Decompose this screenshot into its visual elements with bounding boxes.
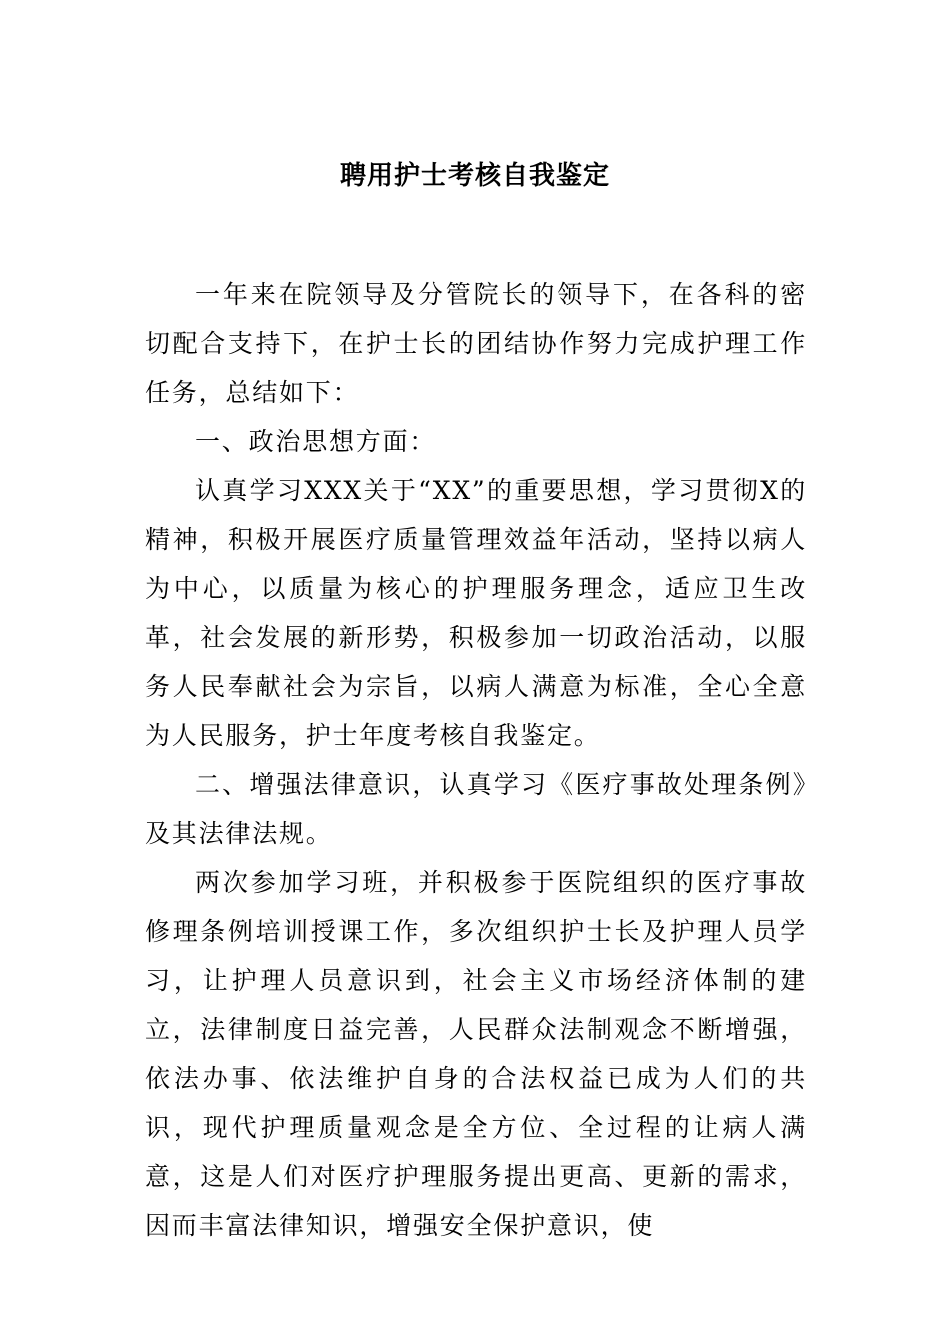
section-heading-legal: 二、增强法律意识，认真学习《医疗事故处理条例》及其法律法规。 (145, 770, 807, 848)
paragraph-legal: 两次参加学习班，并积极参于医院组织的医疗事故修理条例培训授课工作，多次组织护士长及护理人员学习，让护理人员意识到，社会主义市场经济体制的建立，法律制度日益完善，人民群众法制观念不断增强，依法办事、依法维护自身的合法权益已成为人们的共识，现代护理质量观念是全方位、全过程的让病人满意，这是人们对医疗护理服务提出更高、更新的需求，因而丰富法律知识，增强安全保护意识，使 (145, 868, 807, 1240)
document-title: 聘用护士考核自我鉴定 (339, 161, 610, 191)
document-body (145, 270, 807, 1250)
paragraph-political: 认真学习XXX关于“XX”的重要思想，学习贯彻X的精神，积极开展医疗质量管理效益年活动，坚持以病人为中心，以质量为核心的护理服务理念，适应卫生改革，社会发展的新形势，积极参加一切政治活动，以服务人民奉献社会为宗旨，以病人满意为标准，全心全意为人民服务，护士年度考核自我鉴定。 (145, 476, 807, 750)
paragraph-intro: 一年来在院领导及分管院长的领导下，在各科的密切配合支持下，在护士长的团结协作努力完成护理工作任务，总结如下： (145, 280, 807, 407)
section-heading-political: 一、政治思想方面： (195, 427, 437, 456)
